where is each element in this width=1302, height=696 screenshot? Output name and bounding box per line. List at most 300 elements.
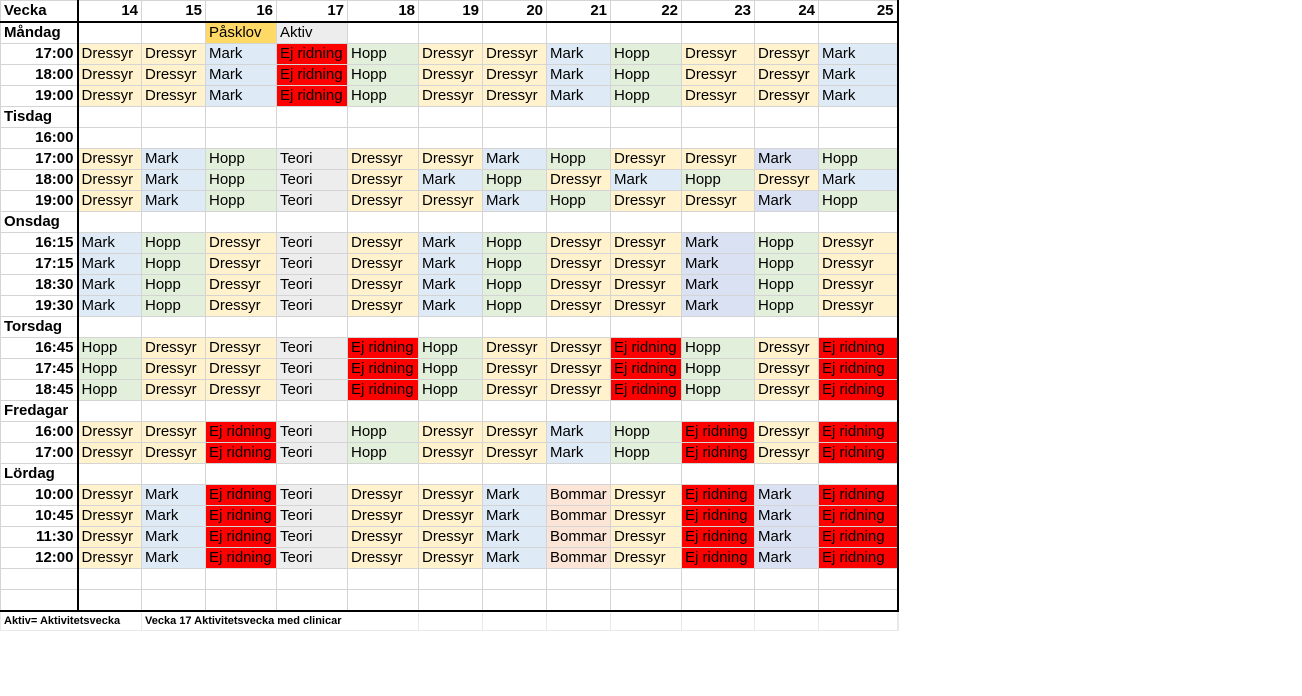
activity-cell[interactable]: Dressyr [483, 44, 547, 65]
empty-cell[interactable] [277, 464, 348, 485]
empty-cell[interactable] [819, 464, 898, 485]
activity-cell[interactable]: Ej ridning [682, 443, 755, 464]
activity-cell[interactable]: Hopp [78, 380, 142, 401]
activity-cell[interactable]: Ej ridning [206, 548, 277, 569]
day-name-cell[interactable]: Lördag [1, 464, 78, 485]
activity-cell[interactable]: Hopp [755, 233, 819, 254]
activity-cell[interactable]: Dressyr [819, 233, 898, 254]
activity-cell[interactable]: Dressyr [682, 149, 755, 170]
activity-cell[interactable]: Mark [78, 296, 142, 317]
empty-cell[interactable] [142, 212, 206, 233]
empty-cell[interactable] [483, 212, 547, 233]
activity-cell[interactable]: Hopp [682, 170, 755, 191]
activity-cell[interactable]: Mark [755, 149, 819, 170]
activity-cell[interactable]: Dressyr [547, 359, 611, 380]
day-name-cell[interactable]: Torsdag [1, 317, 78, 338]
empty-cell[interactable] [348, 22, 419, 44]
empty-cell[interactable] [348, 590, 419, 612]
activity-cell[interactable]: Mark [142, 485, 206, 506]
activity-cell[interactable]: Dressyr [611, 548, 682, 569]
activity-cell[interactable]: Hopp [755, 296, 819, 317]
empty-cell[interactable] [483, 22, 547, 44]
empty-cell[interactable] [78, 569, 142, 590]
activity-cell[interactable]: Mark [419, 275, 483, 296]
empty-cell[interactable] [819, 128, 898, 149]
activity-cell[interactable]: Mark [142, 170, 206, 191]
empty-cell[interactable] [483, 107, 547, 128]
activity-cell[interactable]: Dressyr [206, 380, 277, 401]
activity-cell[interactable]: Mark [419, 233, 483, 254]
empty-cell[interactable] [419, 611, 483, 631]
activity-cell[interactable]: Teori [277, 527, 348, 548]
activity-cell[interactable]: Mark [483, 506, 547, 527]
activity-cell[interactable]: Mark [206, 86, 277, 107]
activity-cell[interactable]: Dressyr [348, 254, 419, 275]
activity-cell[interactable]: Ej ridning [819, 506, 898, 527]
empty-cell[interactable] [1, 590, 78, 612]
activity-cell[interactable]: Hopp [419, 380, 483, 401]
day-name-cell[interactable]: Måndag [1, 22, 78, 44]
empty-cell[interactable] [611, 464, 682, 485]
activity-cell[interactable]: Hopp [483, 275, 547, 296]
activity-cell[interactable]: Dressyr [78, 170, 142, 191]
empty-cell[interactable] [819, 590, 898, 612]
week-number-cell[interactable]: 19 [419, 1, 483, 23]
activity-cell[interactable]: Dressyr [348, 296, 419, 317]
empty-cell[interactable] [78, 22, 142, 44]
empty-cell[interactable] [78, 317, 142, 338]
activity-cell[interactable]: Mark [819, 44, 898, 65]
empty-cell[interactable] [547, 317, 611, 338]
activity-cell[interactable]: Hopp [483, 296, 547, 317]
activity-cell[interactable]: Hopp [142, 254, 206, 275]
empty-cell[interactable] [483, 464, 547, 485]
activity-cell[interactable]: Bommar [547, 485, 611, 506]
activity-cell[interactable]: Dressyr [348, 233, 419, 254]
activity-cell[interactable]: Dressyr [755, 443, 819, 464]
empty-cell[interactable] [206, 317, 277, 338]
empty-cell[interactable] [1, 569, 78, 590]
activity-cell[interactable]: Hopp [78, 359, 142, 380]
activity-cell[interactable]: Mark [819, 65, 898, 86]
activity-cell[interactable]: Dressyr [78, 443, 142, 464]
activity-cell[interactable]: Dressyr [547, 170, 611, 191]
activity-cell[interactable]: Ej ridning [277, 44, 348, 65]
empty-cell[interactable] [142, 128, 206, 149]
activity-cell[interactable]: Dressyr [419, 65, 483, 86]
activity-cell[interactable]: Dressyr [611, 527, 682, 548]
activity-cell[interactable]: Dressyr [78, 485, 142, 506]
empty-cell[interactable] [682, 401, 755, 422]
empty-cell[interactable] [277, 107, 348, 128]
activity-cell[interactable]: Hopp [419, 338, 483, 359]
empty-cell[interactable] [819, 317, 898, 338]
empty-cell[interactable] [819, 569, 898, 590]
activity-cell[interactable]: Mark [755, 506, 819, 527]
activity-cell[interactable]: Dressyr [419, 443, 483, 464]
activity-cell[interactable]: Mark [419, 254, 483, 275]
activity-cell[interactable]: Dressyr [142, 359, 206, 380]
empty-cell[interactable] [78, 464, 142, 485]
activity-cell[interactable]: Dressyr [78, 422, 142, 443]
activity-cell[interactable]: Dressyr [78, 65, 142, 86]
activity-cell[interactable]: Bommar [547, 506, 611, 527]
activity-cell[interactable]: Dressyr [78, 149, 142, 170]
empty-cell[interactable] [682, 569, 755, 590]
empty-cell[interactable] [611, 590, 682, 612]
empty-cell[interactable] [755, 128, 819, 149]
activity-cell[interactable]: Ej ridning [206, 485, 277, 506]
activity-cell[interactable]: Mark [547, 44, 611, 65]
empty-cell[interactable] [483, 317, 547, 338]
empty-cell[interactable] [611, 128, 682, 149]
time-cell[interactable]: 17:45 [1, 359, 78, 380]
empty-cell[interactable] [755, 107, 819, 128]
activity-cell[interactable]: Mark [419, 296, 483, 317]
activity-cell[interactable]: Mark [755, 527, 819, 548]
activity-cell[interactable]: Hopp [348, 44, 419, 65]
activity-cell[interactable]: Dressyr [682, 86, 755, 107]
empty-cell[interactable] [419, 128, 483, 149]
empty-cell[interactable] [483, 611, 547, 631]
time-cell[interactable]: 16:45 [1, 338, 78, 359]
empty-cell[interactable] [483, 569, 547, 590]
empty-cell[interactable] [78, 401, 142, 422]
activity-cell[interactable]: Teori [277, 506, 348, 527]
week-header-label[interactable]: Vecka [1, 1, 78, 23]
activity-cell[interactable]: Dressyr [206, 296, 277, 317]
empty-cell[interactable] [348, 464, 419, 485]
activity-cell[interactable]: Ej ridning [206, 527, 277, 548]
activity-cell[interactable]: Dressyr [611, 485, 682, 506]
empty-cell[interactable] [277, 212, 348, 233]
activity-cell[interactable]: Hopp [819, 149, 898, 170]
empty-cell[interactable] [206, 401, 277, 422]
activity-cell[interactable]: Dressyr [78, 44, 142, 65]
activity-cell[interactable]: Dressyr [611, 254, 682, 275]
activity-cell[interactable]: Teori [277, 296, 348, 317]
activity-cell[interactable]: Dressyr [348, 548, 419, 569]
empty-cell[interactable] [755, 464, 819, 485]
empty-cell[interactable] [547, 611, 611, 631]
activity-cell[interactable]: Mark [142, 548, 206, 569]
empty-cell[interactable] [277, 401, 348, 422]
pasklov-cell[interactable]: Påsklov [206, 22, 277, 44]
empty-cell[interactable] [755, 212, 819, 233]
time-cell[interactable]: 18:00 [1, 65, 78, 86]
activity-cell[interactable]: Dressyr [547, 380, 611, 401]
activity-cell[interactable]: Dressyr [483, 65, 547, 86]
activity-cell[interactable]: Mark [682, 233, 755, 254]
activity-cell[interactable]: Dressyr [348, 527, 419, 548]
empty-cell[interactable] [348, 212, 419, 233]
activity-cell[interactable]: Teori [277, 548, 348, 569]
empty-cell[interactable] [419, 107, 483, 128]
empty-cell[interactable] [206, 212, 277, 233]
empty-cell[interactable] [348, 401, 419, 422]
activity-cell[interactable]: Dressyr [547, 254, 611, 275]
activity-cell[interactable]: Ej ridning [819, 380, 898, 401]
empty-cell[interactable] [611, 569, 682, 590]
activity-cell[interactable]: Dressyr [348, 506, 419, 527]
week-number-cell[interactable]: 15 [142, 1, 206, 23]
time-cell[interactable]: 19:00 [1, 191, 78, 212]
activity-cell[interactable]: Mark [142, 191, 206, 212]
activity-cell[interactable]: Dressyr [142, 44, 206, 65]
activity-cell[interactable]: Mark [755, 548, 819, 569]
activity-cell[interactable]: Dressyr [419, 149, 483, 170]
empty-cell[interactable] [682, 128, 755, 149]
activity-cell[interactable]: Mark [547, 86, 611, 107]
empty-cell[interactable] [348, 107, 419, 128]
activity-cell[interactable]: Ej ridning [611, 338, 682, 359]
activity-cell[interactable]: Dressyr [142, 338, 206, 359]
week-number-cell[interactable]: 18 [348, 1, 419, 23]
activity-cell[interactable]: Hopp [348, 443, 419, 464]
activity-cell[interactable]: Ej ridning [348, 380, 419, 401]
empty-cell[interactable] [682, 107, 755, 128]
empty-cell[interactable] [611, 107, 682, 128]
activity-cell[interactable]: Teori [277, 233, 348, 254]
activity-cell[interactable]: Mark [547, 443, 611, 464]
activity-cell[interactable]: Ej ridning [819, 443, 898, 464]
empty-cell[interactable] [419, 401, 483, 422]
week-number-cell[interactable]: 20 [483, 1, 547, 23]
activity-cell[interactable]: Dressyr [755, 170, 819, 191]
empty-cell[interactable] [142, 107, 206, 128]
activity-cell[interactable]: Teori [277, 170, 348, 191]
activity-cell[interactable]: Ej ridning [819, 548, 898, 569]
activity-cell[interactable]: Hopp [755, 275, 819, 296]
activity-cell[interactable]: Dressyr [78, 86, 142, 107]
activity-cell[interactable]: Dressyr [755, 44, 819, 65]
empty-cell[interactable] [419, 212, 483, 233]
time-cell[interactable]: 17:00 [1, 149, 78, 170]
empty-cell[interactable] [348, 569, 419, 590]
time-cell[interactable]: 19:00 [1, 86, 78, 107]
empty-cell[interactable] [611, 401, 682, 422]
activity-cell[interactable]: Teori [277, 275, 348, 296]
activity-cell[interactable]: Ej ridning [277, 86, 348, 107]
week-number-cell[interactable]: 17 [277, 1, 348, 23]
activity-cell[interactable]: Dressyr [142, 422, 206, 443]
activity-cell[interactable]: Ej ridning [206, 422, 277, 443]
empty-cell[interactable] [142, 590, 206, 612]
activity-cell[interactable]: Mark [419, 170, 483, 191]
empty-cell[interactable] [419, 464, 483, 485]
activity-cell[interactable]: Mark [483, 485, 547, 506]
activity-cell[interactable]: Dressyr [611, 296, 682, 317]
activity-cell[interactable]: Dressyr [483, 443, 547, 464]
activity-cell[interactable]: Mark [206, 65, 277, 86]
time-cell[interactable]: 17:15 [1, 254, 78, 275]
activity-cell[interactable]: Ej ridning [611, 359, 682, 380]
empty-cell[interactable] [682, 590, 755, 612]
activity-cell[interactable]: Dressyr [206, 359, 277, 380]
activity-cell[interactable]: Dressyr [819, 254, 898, 275]
activity-cell[interactable]: Teori [277, 443, 348, 464]
activity-cell[interactable]: Dressyr [419, 44, 483, 65]
activity-cell[interactable]: Dressyr [483, 338, 547, 359]
activity-cell[interactable]: Dressyr [78, 527, 142, 548]
activity-cell[interactable]: Dressyr [483, 86, 547, 107]
activity-cell[interactable]: Mark [755, 485, 819, 506]
empty-cell[interactable] [819, 611, 898, 631]
week-number-cell[interactable]: 14 [78, 1, 142, 23]
activity-cell[interactable]: Teori [277, 191, 348, 212]
activity-cell[interactable]: Ej ridning [206, 506, 277, 527]
empty-cell[interactable] [206, 464, 277, 485]
activity-cell[interactable]: Dressyr [142, 65, 206, 86]
activity-cell[interactable]: Dressyr [483, 359, 547, 380]
activity-cell[interactable]: Ej ridning [819, 527, 898, 548]
empty-cell[interactable] [348, 317, 419, 338]
activity-cell[interactable]: Teori [277, 149, 348, 170]
empty-cell[interactable] [277, 569, 348, 590]
activity-cell[interactable]: Mark [206, 44, 277, 65]
activity-cell[interactable]: Dressyr [142, 380, 206, 401]
activity-cell[interactable]: Hopp [755, 254, 819, 275]
activity-cell[interactable]: Dressyr [611, 149, 682, 170]
activity-cell[interactable]: Ej ridning [819, 485, 898, 506]
week-number-cell[interactable]: 25 [819, 1, 898, 23]
activity-cell[interactable]: Mark [819, 86, 898, 107]
activity-cell[interactable]: Hopp [483, 233, 547, 254]
empty-cell[interactable] [547, 569, 611, 590]
activity-cell[interactable]: Hopp [483, 170, 547, 191]
activity-cell[interactable]: Bommar [547, 548, 611, 569]
empty-cell[interactable] [755, 317, 819, 338]
empty-cell[interactable] [419, 569, 483, 590]
activity-cell[interactable]: Hopp [348, 65, 419, 86]
activity-cell[interactable]: Dressyr [419, 191, 483, 212]
activity-cell[interactable]: Hopp [682, 380, 755, 401]
activity-cell[interactable]: Teori [277, 422, 348, 443]
activity-cell[interactable]: Ej ridning [277, 65, 348, 86]
activity-cell[interactable]: Dressyr [611, 191, 682, 212]
empty-cell[interactable] [419, 590, 483, 612]
time-cell[interactable]: 17:00 [1, 443, 78, 464]
activity-cell[interactable]: Teori [277, 338, 348, 359]
activity-cell[interactable]: Dressyr [755, 338, 819, 359]
activity-cell[interactable]: Hopp [78, 338, 142, 359]
activity-cell[interactable]: Dressyr [419, 548, 483, 569]
empty-cell[interactable] [682, 611, 755, 631]
empty-cell[interactable] [547, 212, 611, 233]
activity-cell[interactable]: Ej ridning [819, 359, 898, 380]
activity-cell[interactable]: Ej ridning [348, 359, 419, 380]
empty-cell[interactable] [142, 569, 206, 590]
day-name-cell[interactable]: Onsdag [1, 212, 78, 233]
activity-cell[interactable]: Dressyr [206, 233, 277, 254]
time-cell[interactable]: 18:45 [1, 380, 78, 401]
empty-cell[interactable] [682, 22, 755, 44]
activity-cell[interactable]: Hopp [348, 86, 419, 107]
activity-cell[interactable]: Mark [142, 149, 206, 170]
activity-cell[interactable]: Dressyr [348, 149, 419, 170]
empty-cell[interactable] [78, 107, 142, 128]
activity-cell[interactable]: Mark [483, 149, 547, 170]
empty-cell[interactable] [78, 128, 142, 149]
activity-cell[interactable]: Teori [277, 359, 348, 380]
activity-cell[interactable]: Mark [483, 191, 547, 212]
empty-cell[interactable] [611, 22, 682, 44]
activity-cell[interactable]: Dressyr [142, 86, 206, 107]
activity-cell[interactable]: Bommar [547, 527, 611, 548]
activity-cell[interactable]: Mark [142, 527, 206, 548]
activity-cell[interactable]: Ej ridning [682, 485, 755, 506]
time-cell[interactable]: 10:00 [1, 485, 78, 506]
activity-cell[interactable]: Mark [78, 254, 142, 275]
activity-cell[interactable]: Mark [483, 548, 547, 569]
empty-cell[interactable] [755, 569, 819, 590]
activity-cell[interactable]: Dressyr [419, 506, 483, 527]
activity-cell[interactable]: Mark [755, 191, 819, 212]
week-number-cell[interactable]: 24 [755, 1, 819, 23]
empty-cell[interactable] [78, 212, 142, 233]
empty-cell[interactable] [547, 128, 611, 149]
empty-cell[interactable] [682, 464, 755, 485]
empty-cell[interactable] [611, 611, 682, 631]
time-cell[interactable]: 16:00 [1, 422, 78, 443]
empty-cell[interactable] [547, 107, 611, 128]
activity-cell[interactable]: Hopp [682, 338, 755, 359]
time-cell[interactable]: 12:00 [1, 548, 78, 569]
activity-cell[interactable]: Mark [682, 254, 755, 275]
activity-cell[interactable]: Teori [277, 380, 348, 401]
activity-cell[interactable]: Dressyr [348, 170, 419, 191]
aktiv-cell[interactable]: Aktiv [277, 22, 348, 44]
activity-cell[interactable]: Dressyr [419, 86, 483, 107]
activity-cell[interactable]: Dressyr [78, 548, 142, 569]
activity-cell[interactable]: Dressyr [206, 275, 277, 296]
time-cell[interactable]: 16:15 [1, 233, 78, 254]
empty-cell[interactable] [419, 22, 483, 44]
activity-cell[interactable]: Hopp [547, 191, 611, 212]
empty-cell[interactable] [611, 317, 682, 338]
activity-cell[interactable]: Ej ridning [819, 338, 898, 359]
empty-cell[interactable] [611, 212, 682, 233]
activity-cell[interactable]: Hopp [142, 296, 206, 317]
activity-cell[interactable]: Hopp [206, 170, 277, 191]
empty-cell[interactable] [142, 401, 206, 422]
time-cell[interactable]: 11:30 [1, 527, 78, 548]
activity-cell[interactable]: Dressyr [611, 275, 682, 296]
activity-cell[interactable]: Mark [682, 275, 755, 296]
empty-cell[interactable] [819, 401, 898, 422]
empty-cell[interactable] [819, 212, 898, 233]
activity-cell[interactable]: Teori [277, 254, 348, 275]
empty-cell[interactable] [483, 401, 547, 422]
activity-cell[interactable]: Hopp [348, 422, 419, 443]
activity-cell[interactable]: Mark [78, 275, 142, 296]
empty-cell[interactable] [547, 401, 611, 422]
empty-cell[interactable] [206, 128, 277, 149]
activity-cell[interactable]: Hopp [142, 275, 206, 296]
activity-cell[interactable]: Dressyr [78, 506, 142, 527]
empty-cell[interactable] [206, 107, 277, 128]
activity-cell[interactable]: Dressyr [206, 338, 277, 359]
week-number-cell[interactable]: 16 [206, 1, 277, 23]
day-name-cell[interactable]: Tisdag [1, 107, 78, 128]
activity-cell[interactable]: Dressyr [755, 65, 819, 86]
activity-cell[interactable]: Hopp [611, 86, 682, 107]
time-cell[interactable]: 10:45 [1, 506, 78, 527]
activity-cell[interactable]: Mark [819, 170, 898, 191]
time-cell[interactable]: 18:00 [1, 170, 78, 191]
time-cell[interactable]: 18:30 [1, 275, 78, 296]
empty-cell[interactable] [547, 464, 611, 485]
